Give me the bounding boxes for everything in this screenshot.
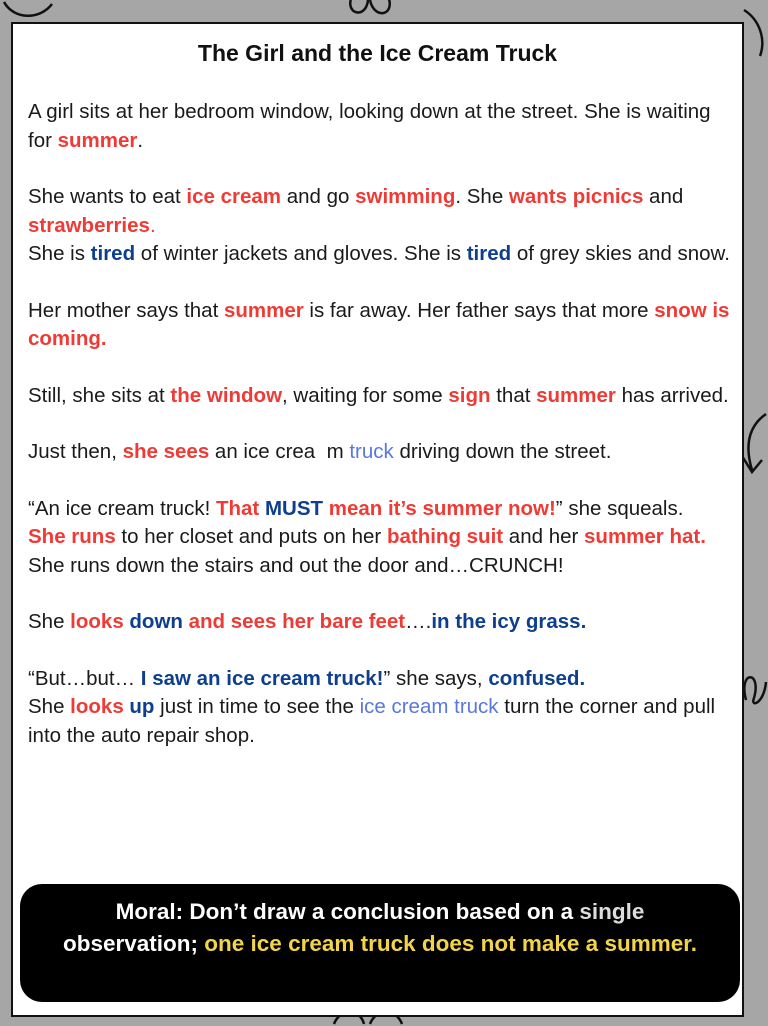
highlighted-text: bathing suit <box>386 525 504 548</box>
story-text: , waiting for some <box>282 383 449 407</box>
highlighted-text: swimming <box>355 185 456 208</box>
highlighted-text: I saw an ice cream truck! <box>140 666 384 690</box>
story-text: driving down the street. <box>393 440 612 463</box>
story-text: …. <box>405 610 432 633</box>
moral-text: Moral: Don’t draw a conclusion based on a <box>115 899 580 924</box>
story-text: Her mother says that <box>28 298 224 322</box>
story-text: just in time to see the <box>154 695 360 718</box>
highlighted-text: and sees her bare feet <box>182 610 406 633</box>
story-text: She <box>28 695 71 718</box>
highlighted-text: down <box>123 610 183 633</box>
story-paragraph <box>28 438 732 467</box>
story-text: She wants to eat <box>28 185 187 208</box>
story-text: A girl sits at her bedroom window, looking down at the street. She is waiting for <box>28 100 717 152</box>
highlighted-text: strawberries <box>28 213 150 237</box>
story-paragraph <box>28 665 732 751</box>
story-paragraph <box>28 297 736 354</box>
highlighted-text: mean it’s summer now! <box>323 496 556 520</box>
highlighted-text: ice cream truck <box>359 695 499 718</box>
highlighted-text: snow is coming. <box>28 298 736 350</box>
arrow-doodle-icon <box>740 410 768 480</box>
story-paragraph <box>28 495 732 581</box>
story-text: . She <box>455 185 509 208</box>
highlighted-text: . <box>149 213 156 237</box>
story-paragraph <box>28 183 732 269</box>
leaf-doodle-icon <box>0 0 60 24</box>
story-text: ” she squeals. <box>555 496 684 520</box>
highlighted-text: She runs <box>28 525 116 548</box>
story-text: of winter jackets and gloves. She is <box>135 242 467 265</box>
story-text: is far away. Her father says that more <box>303 298 655 322</box>
story-text: and <box>643 185 689 208</box>
story-paragraph <box>28 98 732 155</box>
story-text: Just then, <box>28 440 123 463</box>
story-text: “An ice cream truck! <box>28 496 216 520</box>
story-text: She runs down the stairs and out the door and…CRUNCH! <box>28 553 564 577</box>
highlighted-text: That <box>215 496 265 520</box>
story-text: . <box>137 128 144 152</box>
story-body <box>28 98 736 778</box>
highlighted-text: summer <box>536 383 616 407</box>
story-text: ” she says, <box>383 666 489 690</box>
story-text: and her <box>503 525 585 548</box>
highlighted-text: ice cream <box>186 185 282 208</box>
highlighted-text: summer hat. <box>584 525 706 548</box>
highlighted-text: tired <box>466 242 512 265</box>
highlighted-text: sign <box>448 383 491 407</box>
highlighted-text: up <box>123 695 155 718</box>
story-text: Still, she sits at <box>28 383 171 407</box>
highlighted-text: MUST <box>264 496 324 520</box>
highlighted-text: wants picnics <box>508 185 644 208</box>
moral-text: one ice cream truck does not make a summer. <box>204 931 697 956</box>
highlighted-text: looks <box>70 695 124 718</box>
moral-text: single <box>579 899 645 924</box>
highlighted-text: tired <box>90 242 136 265</box>
story-text: and go <box>281 185 356 208</box>
story-text: She <box>28 610 71 633</box>
highlighted-text: truck <box>349 440 394 463</box>
story-text: that <box>490 383 537 407</box>
moral-text: observation; <box>63 899 651 956</box>
highlighted-text: summer <box>57 128 138 152</box>
highlighted-text: in the icy grass. <box>431 610 587 633</box>
flower-doodle-icon <box>340 0 400 24</box>
highlighted-text: the window <box>170 383 283 407</box>
story-text: of grey skies and snow. <box>511 242 730 265</box>
highlighted-text: confused. <box>488 666 586 690</box>
story-paragraph <box>28 608 732 637</box>
corner-doodle-icon <box>740 0 768 60</box>
highlighted-text: summer <box>223 298 304 322</box>
story-title: The Girl and the Ice Cream Truck <box>197 40 558 66</box>
story-text: has arrived. <box>615 383 729 407</box>
story-text: She is <box>28 242 91 265</box>
highlighted-text: looks <box>70 610 124 633</box>
story-text: to her closet and puts on her <box>115 525 387 548</box>
story-card <box>11 22 744 1017</box>
story-text: an ice crea m <box>209 440 350 463</box>
highlighted-text: she sees <box>122 440 210 463</box>
moral-box <box>20 884 740 1002</box>
story-text: turn the corner and pull into the auto repair shop. <box>28 695 721 747</box>
story-text: “But…but… <box>28 666 141 690</box>
story-paragraph <box>28 382 732 411</box>
